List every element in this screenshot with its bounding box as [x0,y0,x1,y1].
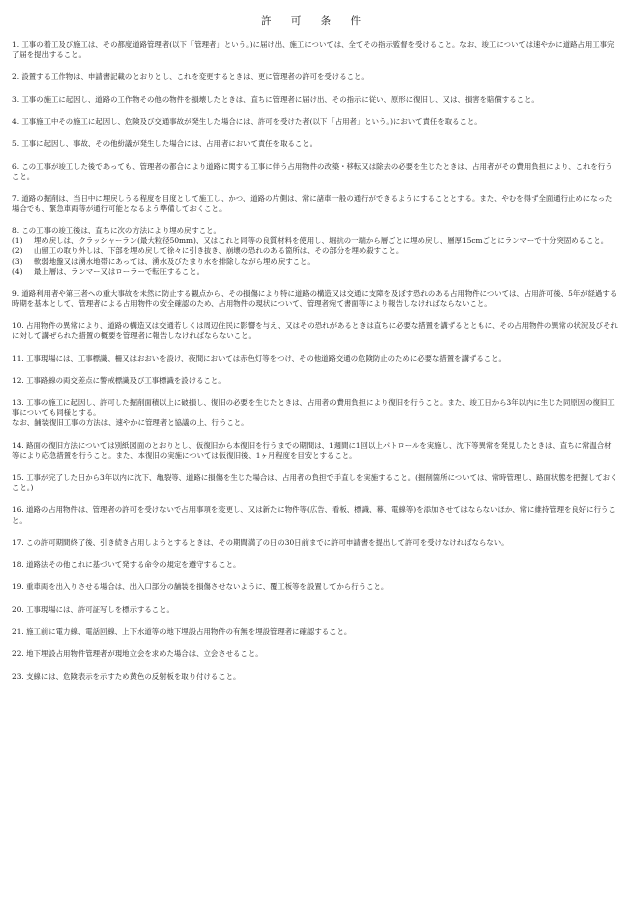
clause-paragraph: 12. 工事路線の両交差点に警戒標識及び工事標識を設けること。 [12,375,226,385]
sub-item [12,257,618,267]
clause-paragraph: 23. 支線には、危険表示を示すため黄色の反射板を取り付けること。 [12,671,241,681]
clause-paragraph: 4. 工事施工中その施工に起因し、危険及び交通事故が発生した場合には、許可を受けた者(以下「占用者」という。)において責任を取ること。 [12,116,482,126]
clause-2 [12,72,618,82]
clause-18 [12,560,618,570]
clause-5 [12,139,618,149]
clause-paragraph: 22. 地下埋設占用物件管理者が現地立会を求めた場合は、立会させること。 [12,649,263,659]
clause-paragraph: 20. 工事現場には、許可証写しを標示すること。 [12,604,174,614]
clause-paragraph: 5. 工事に起因し、事故、その他紛議が発生した場合には、占用者において責任を取ること。 [12,139,318,149]
sub-item-number: (4) [12,266,23,276]
clause-12 [12,376,618,386]
clause-paragraph: 17. この許可期間終了後、引き続き占用しようとするときは、その期間満了の日の30日前までに許可申請書を提出して許可を受けなければならない。 [12,537,509,547]
clause-paragraph: 7. 道路の掘削は、当日中に埋戻しうる程度を目度として施工し、かつ、道路の片側は、常に諸車一般の通行ができるようにすることとする。また、やむを得ず全面通行止めになった場合でも、緊急車両等が通行可能となるよう準備しておくこと。 [12,193,613,213]
clause-paragraph: 8. この工事の竣工後は、直ちに次の方法により埋め戻すこと。 [12,226,221,236]
clause-paragraph: 9. 道路利用者や第三者への重大事故を未然に防止する観点から、その損傷により特に道路の構造又は交通に支障を及ぼす恐れのある占用物件については、占用許可後、5年が経過する時期を基本として、管理者による占用物件の安全確認のため、占用物件の現状について、管理者宛て書面等により報告しなければならないこと。 [12,288,618,308]
clause-paragraph: 13. 工事の施工に起因し、許可した掘削面積以上に破損し、復旧の必要を生じたときは、占用者の費用負担により復旧を行うこと。また、竣工日から3年以内に生じた同原因の復旧工事についても同様とする。 [12,398,615,418]
sub-item-text: 埋め戻しは、クラッシャーラン(最大粒径50mm)、又はこれと同等の良質材料を使用し、堀抗の一端から層ごとに埋め戻し、層厚15cmごとにランマーで十分突固めること。 [34,236,609,246]
clause-paragraph: 16. 道路の占用物件は、管理者の許可を受けないで占用事項を変更し、又は新たに物件等(広告、看板、標識、幕、電線等)を添加させてはならないほか、常に維持管理を良好に行うこと。 [12,505,616,525]
clause-7 [12,194,618,214]
document-title: 許 可 条 件 [260,15,369,27]
clause-list [12,40,618,694]
clause-17 [12,538,618,548]
clause-21 [12,627,618,637]
clause-3 [12,95,618,105]
clause-9 [12,289,618,309]
sub-item-text: 最上層は、ランマー又はローラーで転圧すること。 [34,266,204,276]
sub-item-text: 山留工の取り外しは、下部を埋め戻して徐々に引き抜き、崩壊の恐れのある箇所は、その部分を埋め殺すこと。 [34,246,404,256]
clause-20 [12,605,618,615]
clause-4 [12,117,618,127]
clause-paragraph: 15. 工事が完了した日から3年以内に沈下、亀裂等、道路に損傷を生じた場合は、占用者の負担で手直しを実施すること。(掘削箇所については、常時管理し、路面状態を把握しておくこと。) [12,473,618,493]
clause-paragraph: 18. 道路法その他これに基づいて発する命令の規定を遵守すること。 [12,560,241,570]
clause-15 [12,473,618,493]
clause-22 [12,649,618,659]
clause-23 [12,672,618,682]
clause-paragraph: 14. 路面の復旧方法については別紙図面のとおりとし、仮復旧から本復旧を行うまでの期間は、1週間に1回以上パトロールを実施し、沈下等異常を発見したときは、直ちに常温合材等により応急措置を行うこと。また、本復旧の実施については仮復旧後、1ヶ月程度を目安とすること。 [12,440,612,460]
clause-16 [12,505,618,525]
clause-paragraph: 11. 工事現場には、工事標識、柵又はおおいを設け、夜間においては赤色灯等をつけ、その他道路交通の危険防止のために必要な措置を講ずること。 [12,353,506,363]
sub-item-text: 軟弱地盤又は湧水地帯にあっては、湧水及びたまり水を排除しながら埋め戻すこと。 [34,256,315,266]
clause-19 [12,582,618,592]
sub-item [12,236,618,246]
clause-paragraph: 19. 重車両を出入りさせる場合は、出入口部分の舗装を損傷させないように、覆工板等を設置してから行うこと。 [12,582,389,592]
clause-10 [12,321,618,341]
clause-paragraph: 2. 設置する工作物は、申請書記載のとおりとし、これを変更するときは、更に管理者の許可を受けること。 [12,72,369,82]
sub-item-number: (3) [12,256,23,266]
clause-paragraph: 10. 占用物件の異常により、道路の構造又は交通若しくは周辺住民に影響を与え、又はその恐れがあるときは直ちに必要な措置を講ずるとともに、その占用物件の異常の状況及びそれに対して講ぜられた措置の概要を管理者に報告しなければならないこと。 [12,321,618,341]
clause-6 [12,162,618,182]
sub-item-number: (1) [12,236,23,246]
sub-item [12,267,618,277]
clause-paragraph: 21. 施工前に電力線、電話回線、上下水道等の地下埋設占用物件の有無を埋設管理者に確認すること。 [12,626,352,636]
clause-paragraph: 6. この工事が竣工した後であっても、管理者の都合により道路に関する工事に伴う占用物件の改築・移転又は除去の必要を生じたときは、占用者がその費用負担により、これを行うこと。 [12,161,613,181]
clause-paragraph: 3. 工事の施工に起因し、道路の工作物その他の物件を損壊したときは、直ちに管理者に届け出、その指示に従い、原形に復旧し、又は、損害を賠償すること。 [12,94,539,104]
clause-8 [12,226,618,276]
sub-item [12,246,618,256]
clause-paragraph: なお、舗装復旧工事の方法は、速やかに管理者と協議の上、行うこと。 [12,418,249,428]
clause-11 [12,354,618,364]
clause-13 [12,398,618,428]
clause-paragraph: 1. 工事の着工及び施工は、その都度道路管理者(以下「管理者」という。)に届け出、施工については、全てその指示監督を受けること。なお、竣工については速やかに道路占用工事完了届を提出すること。 [12,40,615,60]
sub-item-number: (2) [12,246,23,256]
clause-14 [12,441,618,461]
clause-1 [12,40,618,60]
